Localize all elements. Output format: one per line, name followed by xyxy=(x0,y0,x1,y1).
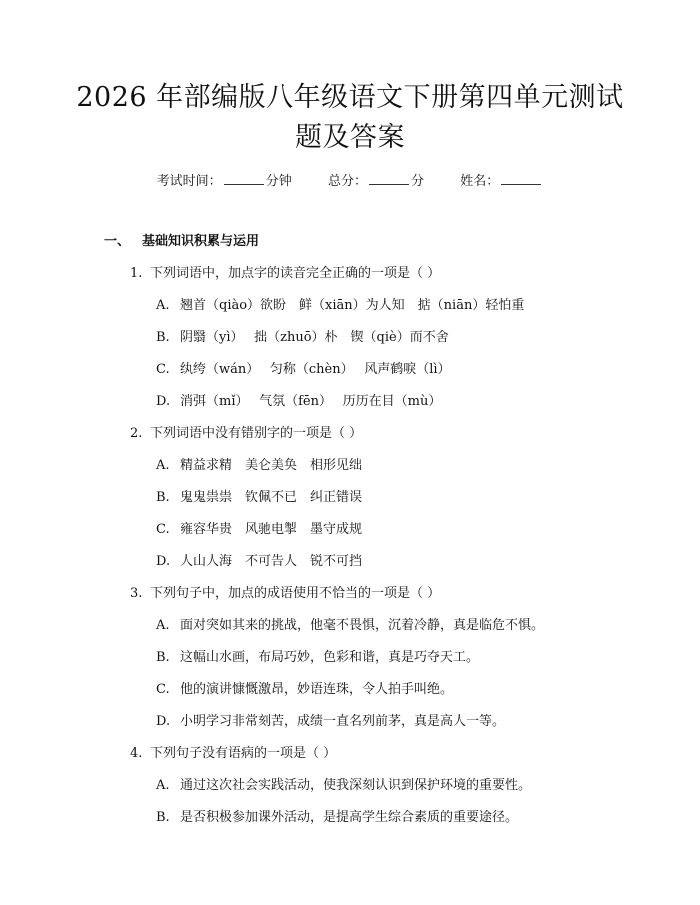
question-3-option-d: D. 小明学习非常刻苦，成绩一直名列前茅，真是高人一等。 xyxy=(156,714,506,729)
question-text: 下列词语中没有错别字的一项是（ ） xyxy=(150,426,363,441)
question-2-option-b: B. 鬼鬼祟祟 钦佩不已 纠正错误 xyxy=(156,490,363,505)
time-label: 考试时间： xyxy=(156,174,222,189)
score-unit: 分 xyxy=(411,174,425,189)
question-1-option-a: A. 翘首（qiào）欲盼 鲜（xiān）为人知 掂（niān）轻怕重 xyxy=(156,298,525,313)
question-1-option-d: D. 消弭（mǐ） 气氛（fēn） 历历在目（mù） xyxy=(156,394,442,409)
time-blank xyxy=(224,172,264,185)
document-title xyxy=(70,78,630,158)
question-1-option-c: C. 纨绔（wán） 匀称（chèn） 风声鹤唳（lì） xyxy=(156,362,451,377)
question-number: 1. xyxy=(130,266,143,281)
question-number: 3. xyxy=(130,586,143,601)
question-3-option-a: A. 面对突如其来的挑战，他毫不畏惧，沉着冷静，真是临危不惧。 xyxy=(156,618,545,633)
question-1 xyxy=(130,262,440,281)
question-text: 下列句子中，加点的成语使用不恰当的一项是（ ） xyxy=(150,586,441,601)
question-3-option-b: B. 这幅山水画，布局巧妙，色彩和谐，真是巧夺天工。 xyxy=(156,650,480,665)
question-number: 2. xyxy=(130,426,143,441)
section-title: 基础知识积累与运用 xyxy=(142,234,260,249)
section-heading xyxy=(104,230,259,249)
question-3-option-c: C. 他的演讲慷慨激昂，妙语连珠，令人拍手叫绝。 xyxy=(156,682,454,697)
question-3 xyxy=(130,582,440,601)
question-text: 下列词语中，加点字的读音完全正确的一项是（ ） xyxy=(150,266,441,281)
question-2-option-a: A. 精益求精 美仑美奂 相形见绌 xyxy=(156,458,363,473)
question-2-option-d: D. 人山人海 不可告人 锐不可挡 xyxy=(156,554,363,569)
score-blank xyxy=(369,172,409,185)
question-1-option-b: B. 阴翳（yì） 拙（zhuō）朴 锲（qiè）而不舍 xyxy=(156,330,449,345)
exam-meta xyxy=(0,170,700,189)
question-4-option-b: B. 是否积极参加课外活动，是提高学生综合素质的重要途径。 xyxy=(156,810,519,825)
title-line-2: 题及答案 xyxy=(295,122,405,153)
question-number: 4. xyxy=(130,746,143,761)
question-4-option-a: A. 通过这次社会实践活动，使我深刻认识到保护环境的重要性。 xyxy=(156,778,532,793)
question-2-option-c: C. 雍容华贵 风驰电掣 墨守成规 xyxy=(156,522,363,537)
question-text: 下列句子没有语病的一项是（ ） xyxy=(150,746,337,761)
time-unit: 分钟 xyxy=(265,174,292,189)
title-line-1: 2026 年部编版八年级语文下册第四单元测试 xyxy=(76,82,624,113)
score-label: 总分： xyxy=(327,174,367,189)
question-4 xyxy=(130,742,336,761)
name-blank xyxy=(501,172,541,185)
name-label: 姓名： xyxy=(460,174,500,189)
section-number: 一、 xyxy=(104,234,131,249)
question-2 xyxy=(130,422,362,441)
